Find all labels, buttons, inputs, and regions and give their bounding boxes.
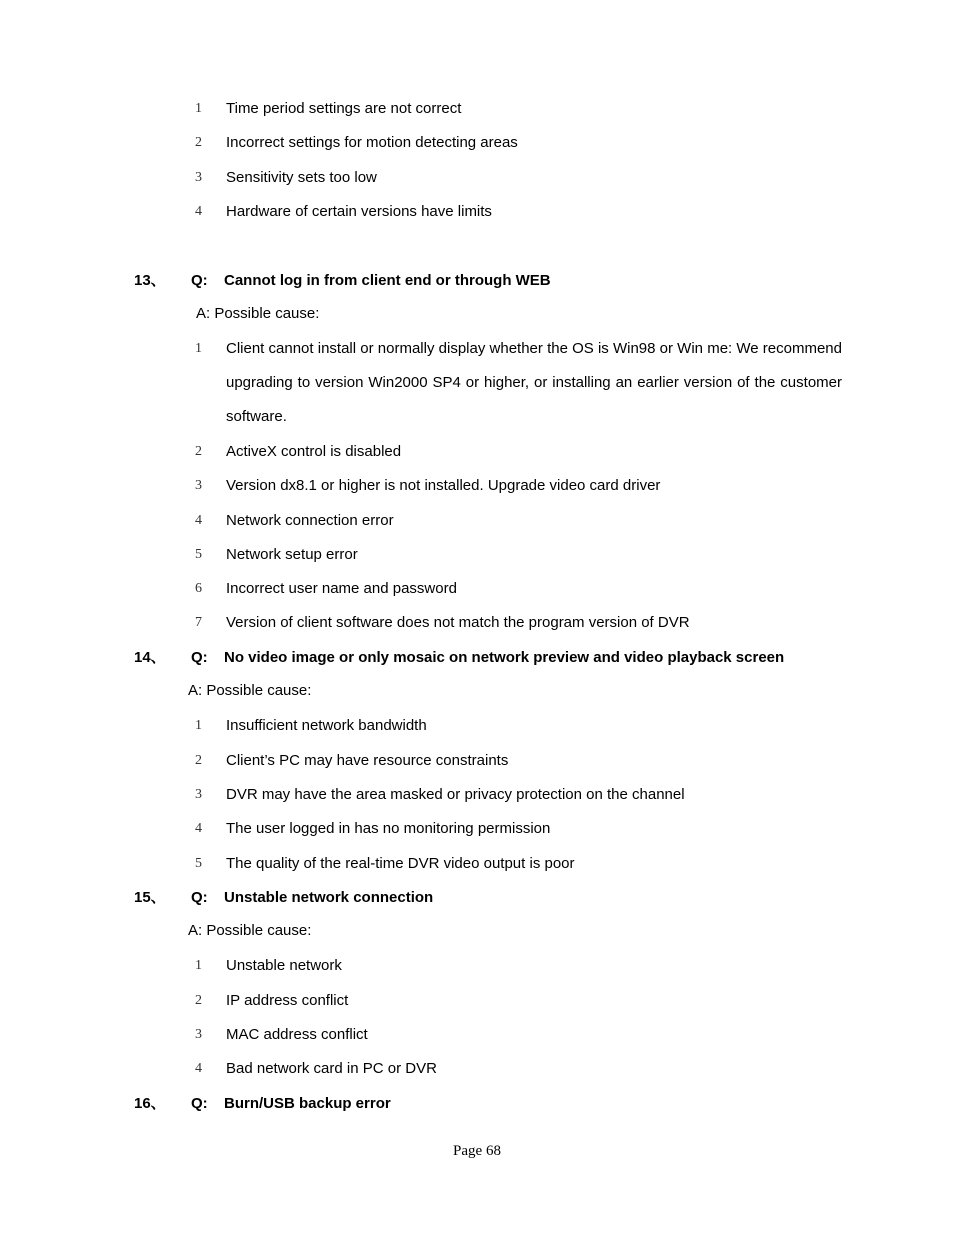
item-number: 7 [195,615,202,630]
question-number: 14、 [134,649,166,666]
question-label: Q: [191,889,208,906]
item-text: The user logged in has no monitoring permission [226,820,551,837]
item-number: 3 [195,1027,202,1042]
item-text: ActiveX control is disabled [226,443,402,460]
item-number: 3 [195,170,202,185]
item-number: 1 [195,101,202,116]
item-number: 1 [195,958,202,973]
question-number: 15、 [134,889,166,906]
item-number: 5 [195,547,202,562]
item-text: Time period settings are not correct [226,100,462,117]
item-text: DVR may have the area masked or privacy protection on the channel [226,786,685,803]
answer-label: A: Possible cause: [188,682,312,699]
item-number: 4 [195,1061,202,1076]
answer-label: A: Possible cause: [196,305,320,322]
item-number: 2 [195,993,202,1008]
item-number: 5 [195,856,202,871]
item-text: MAC address conflict [226,1026,368,1043]
item-text: Incorrect settings for motion detecting areas [226,134,518,151]
item-text: The quality of the real-time DVR video output is poor [226,855,575,872]
item-text: Network connection error [226,512,394,529]
item-number: 2 [195,135,202,150]
item-text: Incorrect user name and password [226,580,457,597]
item-text: Version dx8.1 or higher is not installed. Upgrade video card driver [226,477,661,494]
item-number: 4 [195,204,202,219]
question-label: Q: [191,649,208,666]
item-number: 3 [195,787,202,802]
item-number: 4 [195,821,202,836]
question-text: Unstable network connection [224,889,434,906]
item-text: Hardware of certain versions have limits [226,203,492,220]
item-text: Sensitivity sets too low [226,169,377,186]
item-text: Client’s PC may have resource constraints [226,752,509,769]
page-number: Page 68 [453,1143,501,1159]
item-number: 3 [195,478,202,493]
question-text: Burn/USB backup error [224,1095,391,1112]
item-text: Insufficient network bandwidth [226,717,427,734]
item-number: 1 [195,341,202,356]
question-text: Cannot log in from client end or through WEB [224,272,551,289]
item-number: 1 [195,718,202,733]
item-text: Version of client software does not match the program version of DVR [226,614,690,631]
answer-label: A: Possible cause: [188,922,312,939]
item-text: IP address conflict [226,992,349,1009]
question-number: 13、 [134,272,166,289]
item-text: Unstable network [226,957,342,974]
item-number: 6 [195,581,202,596]
question-label: Q: [191,1095,208,1112]
item-text: Network setup error [226,546,358,563]
item-text: Bad network card in PC or DVR [226,1060,437,1077]
item-text: Client cannot install or normally display whether the OS is Win98 or Win me: We recommend upgrading to version Win2000 SP4 or higher, or installing an earlier version of the customer software. [226,340,842,425]
question-label: Q: [191,272,208,289]
question-number: 16、 [134,1095,166,1112]
item-number: 2 [195,444,202,459]
question-text: No video image or only mosaic on network preview and video playback screen [224,649,785,666]
item-number: 4 [195,513,202,528]
item-number: 2 [195,753,202,768]
